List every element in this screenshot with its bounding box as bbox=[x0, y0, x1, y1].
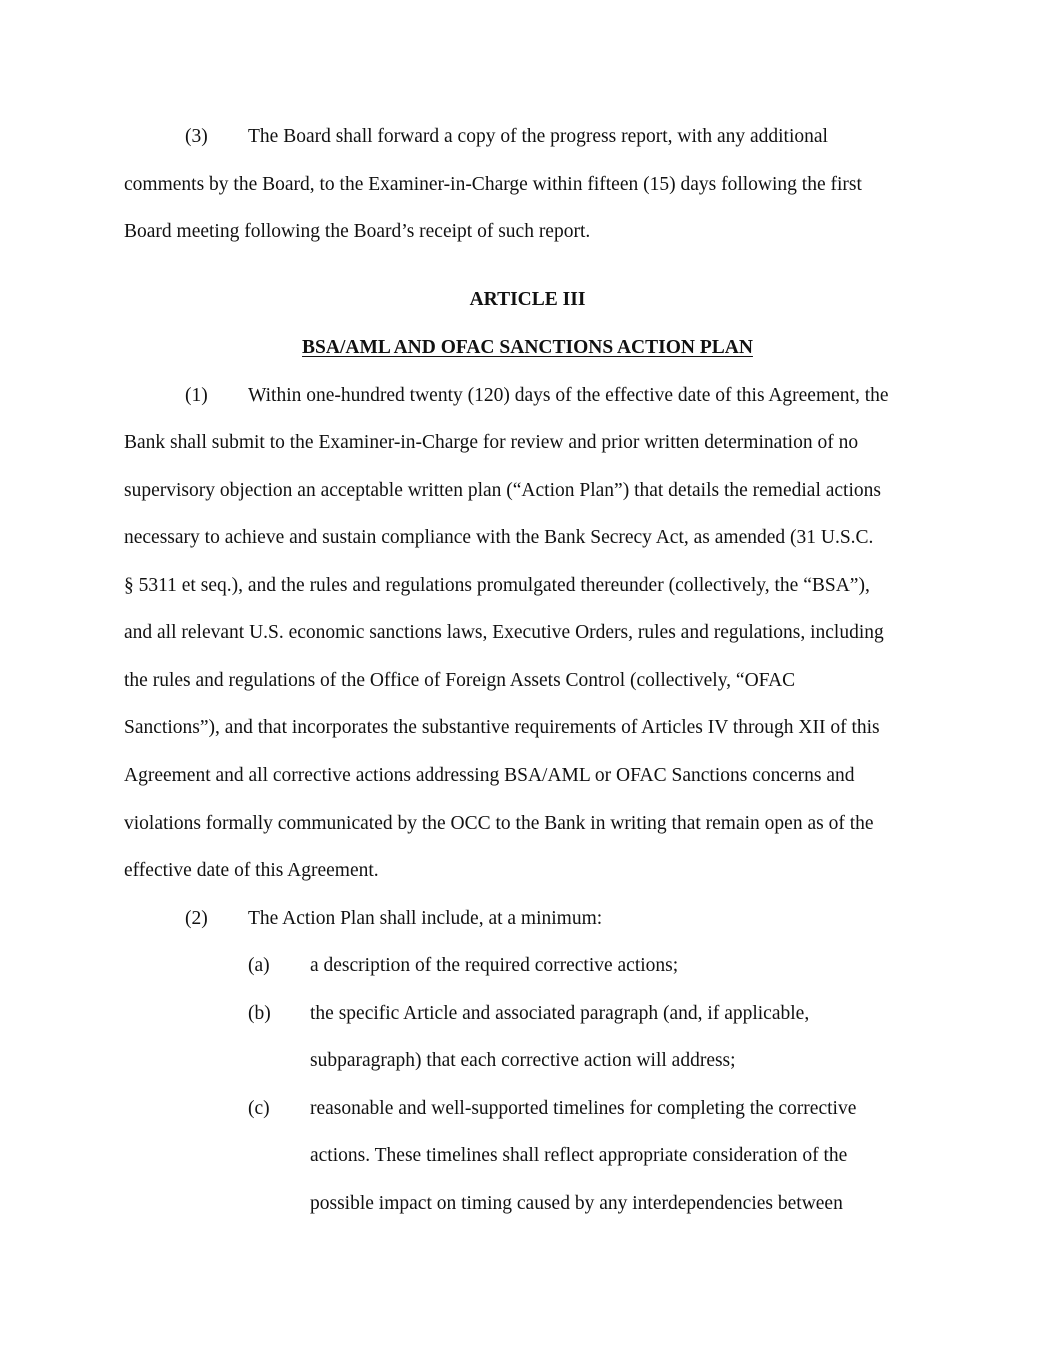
para-1-line-6: and all relevant U.S. economic sanctions laws, Executive Orders, rules and regulations, including bbox=[124, 622, 884, 643]
para-1-line-8: Sanctions”), and that incorporates the substantive requirements of Articles IV through XII of this bbox=[124, 717, 880, 738]
para-1-line-1: Within one-hundred twenty (120) days of the effective date of this Agreement, the bbox=[248, 385, 889, 406]
para-2-intro: The Action Plan shall include, at a minimum: bbox=[248, 908, 603, 929]
para-1-line-7: the rules and regulations of the Office of Foreign Assets Control (collectively, “OFAC bbox=[124, 670, 796, 691]
para-1-line-5: § 5311 et seq.), and the rules and regulations promulgated thereunder (collectively, the “BSA”), bbox=[124, 575, 870, 596]
para-1-number: (1) bbox=[185, 385, 208, 406]
item-b-line-2: subparagraph) that each corrective action will address; bbox=[310, 1050, 736, 1071]
para-3-number: (3) bbox=[185, 126, 208, 147]
item-c-label: (c) bbox=[248, 1098, 270, 1119]
para-3-line-1: The Board shall forward a copy of the progress report, with any additional bbox=[248, 126, 828, 147]
para-3-line-2: comments by the Board, to the Examiner-in-Charge within fifteen (15) days following the first bbox=[124, 174, 862, 195]
para-1-line-3: supervisory objection an acceptable written plan (“Action Plan”) that details the remedial actions bbox=[124, 480, 881, 501]
para-1-line-4: necessary to achieve and sustain compliance with the Bank Secrecy Act, as amended (31 U.S.C. bbox=[124, 527, 874, 548]
article-subtitle bbox=[0, 336, 1055, 360]
para-1-line-10: violations formally communicated by the OCC to the Bank in writing that remain open as of the bbox=[124, 813, 874, 834]
article-title: ARTICLE III bbox=[469, 289, 586, 310]
item-c-line-3: possible impact on timing caused by any interdependencies between bbox=[310, 1193, 843, 1214]
item-a-line-1: a description of the required corrective actions; bbox=[310, 955, 679, 976]
para-1-line-2: Bank shall submit to the Examiner-in-Charge for review and prior written determination of no bbox=[124, 432, 859, 453]
item-c-line-2: actions. These timelines shall reflect appropriate consideration of the bbox=[310, 1145, 848, 1166]
item-c-line-1: reasonable and well-supported timelines for completing the corrective bbox=[310, 1098, 857, 1119]
para-3-line-3: Board meeting following the Board’s receipt of such report. bbox=[124, 221, 591, 242]
para-1-line-9: Agreement and all corrective actions addressing BSA/AML or OFAC Sanctions concerns and bbox=[124, 765, 855, 786]
item-b-label: (b) bbox=[248, 1003, 271, 1024]
para-2-number: (2) bbox=[185, 908, 208, 929]
para-1-line-11: effective date of this Agreement. bbox=[124, 860, 379, 881]
item-a-label: (a) bbox=[248, 955, 270, 976]
item-b-line-1: the specific Article and associated paragraph (and, if applicable, bbox=[310, 1003, 810, 1024]
article-subtitle-text: BSA/AML AND OFAC SANCTIONS ACTION PLAN bbox=[302, 337, 753, 358]
